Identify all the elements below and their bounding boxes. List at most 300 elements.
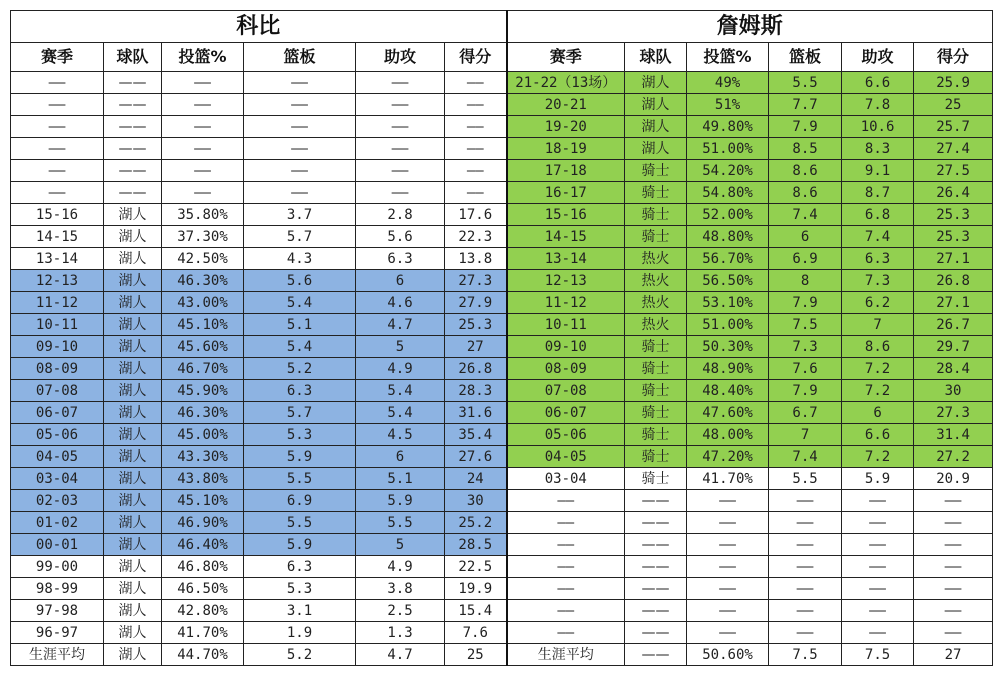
- kobe-assists-cell: 4.9: [356, 556, 445, 578]
- james-team-cell: 骑士: [625, 446, 687, 468]
- james-assists-cell: 8.3: [842, 138, 914, 160]
- kobe-points-cell: 15.4: [445, 600, 507, 622]
- james-season-cell: 15-16: [507, 204, 625, 226]
- kobe-season-cell: 04-05: [11, 446, 104, 468]
- kobe-rebounds-cell: ——: [244, 94, 356, 116]
- james-rebounds-cell: 5.5: [769, 72, 842, 94]
- kobe-assists-cell: 6.3: [356, 248, 445, 270]
- kobe-points-cell: 30: [445, 490, 507, 512]
- kobe-header-fg-pct: 投篮%: [162, 43, 244, 72]
- kobe-assists-cell: 3.8: [356, 578, 445, 600]
- james-team-cell: 骑士: [625, 358, 687, 380]
- james-points-cell: ——: [914, 600, 993, 622]
- james-points-cell: 27.4: [914, 138, 993, 160]
- james-fg-pct-cell: 50.60%: [687, 644, 769, 666]
- james-points-cell: 25.3: [914, 204, 993, 226]
- table-row: [11, 490, 993, 512]
- kobe-assists-cell: 4.6: [356, 292, 445, 314]
- james-points-cell: ——: [914, 512, 993, 534]
- kobe-rebounds-cell: 5.4: [244, 292, 356, 314]
- james-team-cell: 热火: [625, 270, 687, 292]
- kobe-fg-pct-cell: 43.00%: [162, 292, 244, 314]
- kobe-rebounds-cell: 5.9: [244, 534, 356, 556]
- kobe-fg-pct-cell: 46.90%: [162, 512, 244, 534]
- kobe-season-cell: 03-04: [11, 468, 104, 490]
- kobe-team-cell: 湖人: [104, 578, 162, 600]
- kobe-season-cell: 10-11: [11, 314, 104, 336]
- kobe-assists-cell: 5.6: [356, 226, 445, 248]
- james-season-cell: 12-13: [507, 270, 625, 292]
- james-fg-pct-cell: 52.00%: [687, 204, 769, 226]
- james-team-cell: 热火: [625, 248, 687, 270]
- kobe-points-cell: 28.3: [445, 380, 507, 402]
- kobe-season-cell: 00-01: [11, 534, 104, 556]
- kobe-fg-pct-cell: 46.30%: [162, 270, 244, 292]
- james-assists-cell: ——: [842, 578, 914, 600]
- kobe-assists-cell: 5.4: [356, 380, 445, 402]
- james-rebounds-cell: 6.7: [769, 402, 842, 424]
- james-points-cell: ——: [914, 556, 993, 578]
- kobe-rebounds-cell: ——: [244, 182, 356, 204]
- kobe-assists-cell: 6: [356, 446, 445, 468]
- kobe-season-cell: 02-03: [11, 490, 104, 512]
- james-assists-cell: 7.2: [842, 358, 914, 380]
- james-season-cell: ——: [507, 600, 625, 622]
- kobe-fg-pct-cell: ——: [162, 160, 244, 182]
- james-season-cell: 19-20: [507, 116, 625, 138]
- james-rebounds-cell: ——: [769, 556, 842, 578]
- kobe-fg-pct-cell: 44.70%: [162, 644, 244, 666]
- kobe-fg-pct-cell: 42.80%: [162, 600, 244, 622]
- kobe-team-cell: ——: [104, 160, 162, 182]
- james-rebounds-cell: 7.9: [769, 116, 842, 138]
- kobe-assists-cell: ——: [356, 160, 445, 182]
- james-season-cell: 18-19: [507, 138, 625, 160]
- kobe-points-cell: ——: [445, 138, 507, 160]
- kobe-rebounds-cell: ——: [244, 72, 356, 94]
- kobe-fg-pct-cell: 43.80%: [162, 468, 244, 490]
- kobe-season-cell: 97-98: [11, 600, 104, 622]
- james-fg-pct-cell: 49%: [687, 72, 769, 94]
- kobe-team-cell: 湖人: [104, 248, 162, 270]
- james-season-cell: 05-06: [507, 424, 625, 446]
- kobe-season-cell: 14-15: [11, 226, 104, 248]
- table-row: [11, 226, 993, 248]
- james-points-cell: 31.4: [914, 424, 993, 446]
- james-team-cell: 湖人: [625, 138, 687, 160]
- james-points-cell: 25.9: [914, 72, 993, 94]
- kobe-season-cell: 08-09: [11, 358, 104, 380]
- james-points-cell: 27.3: [914, 402, 993, 424]
- table-row: [11, 402, 993, 424]
- kobe-rebounds-cell: 5.6: [244, 270, 356, 292]
- james-rebounds-cell: ——: [769, 534, 842, 556]
- kobe-season-cell: 96-97: [11, 622, 104, 644]
- james-fg-pct-cell: 54.20%: [687, 160, 769, 182]
- james-rebounds-cell: 8.6: [769, 160, 842, 182]
- james-points-cell: 27.1: [914, 292, 993, 314]
- james-fg-pct-cell: ——: [687, 600, 769, 622]
- james-season-cell: 09-10: [507, 336, 625, 358]
- kobe-team-cell: 湖人: [104, 446, 162, 468]
- kobe-season-cell: 生涯平均: [11, 644, 104, 666]
- james-team-cell: ——: [625, 600, 687, 622]
- title-row: [11, 11, 993, 43]
- kobe-points-cell: 13.8: [445, 248, 507, 270]
- kobe-rebounds-cell: 5.4: [244, 336, 356, 358]
- james-season-cell: ——: [507, 512, 625, 534]
- kobe-assists-cell: 5: [356, 336, 445, 358]
- kobe-team-cell: 湖人: [104, 336, 162, 358]
- kobe-assists-cell: 5.5: [356, 512, 445, 534]
- james-rebounds-cell: 6: [769, 226, 842, 248]
- james-rebounds-cell: 8: [769, 270, 842, 292]
- james-fg-pct-cell: 47.20%: [687, 446, 769, 468]
- kobe-fg-pct-cell: 46.50%: [162, 578, 244, 600]
- kobe-assists-cell: 1.3: [356, 622, 445, 644]
- kobe-points-cell: 27.9: [445, 292, 507, 314]
- kobe-fg-pct-cell: 43.30%: [162, 446, 244, 468]
- kobe-fg-pct-cell: 46.80%: [162, 556, 244, 578]
- kobe-rebounds-cell: 3.1: [244, 600, 356, 622]
- kobe-assists-cell: 4.5: [356, 424, 445, 446]
- kobe-rebounds-cell: 5.7: [244, 402, 356, 424]
- kobe-assists-cell: 4.7: [356, 644, 445, 666]
- james-fg-pct-cell: 47.60%: [687, 402, 769, 424]
- james-rebounds-cell: ——: [769, 490, 842, 512]
- kobe-assists-cell: ——: [356, 138, 445, 160]
- kobe-fg-pct-cell: 37.30%: [162, 226, 244, 248]
- james-season-cell: 13-14: [507, 248, 625, 270]
- kobe-assists-cell: ——: [356, 182, 445, 204]
- kobe-rebounds-cell: 5.1: [244, 314, 356, 336]
- kobe-season-cell: 09-10: [11, 336, 104, 358]
- table-row: [11, 248, 993, 270]
- kobe-fg-pct-cell: 41.70%: [162, 622, 244, 644]
- kobe-points-cell: 25.2: [445, 512, 507, 534]
- table-row: [11, 644, 993, 666]
- james-points-cell: ——: [914, 490, 993, 512]
- james-assists-cell: 7.2: [842, 380, 914, 402]
- kobe-fg-pct-cell: 42.50%: [162, 248, 244, 270]
- kobe-points-cell: 17.6: [445, 204, 507, 226]
- table-row: [11, 358, 993, 380]
- kobe-header-season: 赛季: [11, 43, 104, 72]
- james-team-cell: 骑士: [625, 380, 687, 402]
- table-row: [11, 512, 993, 534]
- kobe-assists-cell: ——: [356, 116, 445, 138]
- table-row: [11, 314, 993, 336]
- james-fg-pct-cell: ——: [687, 512, 769, 534]
- kobe-team-cell: 湖人: [104, 292, 162, 314]
- kobe-assists-cell: 2.8: [356, 204, 445, 226]
- james-fg-pct-cell: 56.50%: [687, 270, 769, 292]
- james-fg-pct-cell: 53.10%: [687, 292, 769, 314]
- james-points-cell: 20.9: [914, 468, 993, 490]
- james-fg-pct-cell: 51%: [687, 94, 769, 116]
- james-team-cell: ——: [625, 512, 687, 534]
- james-points-cell: ——: [914, 622, 993, 644]
- james-season-cell: ——: [507, 556, 625, 578]
- kobe-header-rebounds: 篮板: [244, 43, 356, 72]
- kobe-team-cell: 湖人: [104, 556, 162, 578]
- james-rebounds-cell: 7.5: [769, 314, 842, 336]
- james-points-cell: 25: [914, 94, 993, 116]
- james-season-cell: 06-07: [507, 402, 625, 424]
- kobe-rebounds-cell: 5.7: [244, 226, 356, 248]
- kobe-team-cell: 湖人: [104, 270, 162, 292]
- james-team-cell: 热火: [625, 314, 687, 336]
- kobe-rebounds-cell: 5.3: [244, 578, 356, 600]
- kobe-team-cell: 湖人: [104, 644, 162, 666]
- kobe-season-cell: ——: [11, 160, 104, 182]
- james-header-fg-pct: 投篮%: [687, 43, 769, 72]
- kobe-season-cell: 05-06: [11, 424, 104, 446]
- kobe-fg-pct-cell: 45.10%: [162, 314, 244, 336]
- kobe-rebounds-cell: 5.2: [244, 644, 356, 666]
- james-fg-pct-cell: 50.30%: [687, 336, 769, 358]
- james-assists-cell: 7.8: [842, 94, 914, 116]
- kobe-assists-cell: 2.5: [356, 600, 445, 622]
- kobe-rebounds-cell: 5.9: [244, 446, 356, 468]
- james-season-cell: 11-12: [507, 292, 625, 314]
- james-team-cell: 湖人: [625, 94, 687, 116]
- james-team-cell: 骑士: [625, 182, 687, 204]
- james-assists-cell: 7.4: [842, 226, 914, 248]
- kobe-rebounds-cell: 5.2: [244, 358, 356, 380]
- kobe-fg-pct-cell: ——: [162, 182, 244, 204]
- james-assists-cell: 6.6: [842, 424, 914, 446]
- james-points-cell: 30: [914, 380, 993, 402]
- kobe-points-cell: 27.6: [445, 446, 507, 468]
- james-assists-cell: 6.2: [842, 292, 914, 314]
- james-team-cell: 湖人: [625, 72, 687, 94]
- kobe-team-cell: 湖人: [104, 358, 162, 380]
- table-row: [11, 94, 993, 116]
- kobe-rebounds-cell: 4.3: [244, 248, 356, 270]
- kobe-points-cell: 24: [445, 468, 507, 490]
- james-points-cell: 26.8: [914, 270, 993, 292]
- james-header-season: 赛季: [507, 43, 625, 72]
- kobe-assists-cell: 4.7: [356, 314, 445, 336]
- james-rebounds-cell: ——: [769, 512, 842, 534]
- kobe-team-cell: 湖人: [104, 600, 162, 622]
- james-assists-cell: 7.3: [842, 270, 914, 292]
- kobe-season-cell: 07-08: [11, 380, 104, 402]
- james-assists-cell: ——: [842, 490, 914, 512]
- kobe-rebounds-cell: 5.5: [244, 512, 356, 534]
- james-assists-cell: ——: [842, 622, 914, 644]
- table-row: [11, 270, 993, 292]
- james-points-cell: 27.5: [914, 160, 993, 182]
- james-fg-pct-cell: ——: [687, 534, 769, 556]
- james-team-cell: 骑士: [625, 226, 687, 248]
- kobe-team-cell: 湖人: [104, 314, 162, 336]
- table-row: [11, 336, 993, 358]
- comparison-table: [10, 10, 993, 666]
- james-assists-cell: 7.5: [842, 644, 914, 666]
- james-team-cell: 骑士: [625, 204, 687, 226]
- table-row: [11, 138, 993, 160]
- kobe-assists-cell: ——: [356, 94, 445, 116]
- james-rebounds-cell: 5.5: [769, 468, 842, 490]
- kobe-fg-pct-cell: 46.40%: [162, 534, 244, 556]
- kobe-fg-pct-cell: 45.00%: [162, 424, 244, 446]
- kobe-points-cell: 25.3: [445, 314, 507, 336]
- kobe-points-cell: 27.3: [445, 270, 507, 292]
- james-points-cell: 25.3: [914, 226, 993, 248]
- james-assists-cell: 8.6: [842, 336, 914, 358]
- kobe-header-team: 球队: [104, 43, 162, 72]
- james-rebounds-cell: 7.5: [769, 644, 842, 666]
- kobe-assists-cell: 5: [356, 534, 445, 556]
- kobe-rebounds-cell: 3.7: [244, 204, 356, 226]
- james-season-cell: 08-09: [507, 358, 625, 380]
- james-assists-cell: 6.8: [842, 204, 914, 226]
- kobe-assists-cell: 6: [356, 270, 445, 292]
- james-rebounds-cell: ——: [769, 622, 842, 644]
- james-header-assists: 助攻: [842, 43, 914, 72]
- james-assists-cell: 6.3: [842, 248, 914, 270]
- james-rebounds-cell: 6.9: [769, 248, 842, 270]
- james-header-team: 球队: [625, 43, 687, 72]
- james-fg-pct-cell: ——: [687, 578, 769, 600]
- james-fg-pct-cell: 48.40%: [687, 380, 769, 402]
- james-team-cell: 骑士: [625, 160, 687, 182]
- james-header-points: 得分: [914, 43, 993, 72]
- james-assists-cell: 10.6: [842, 116, 914, 138]
- james-rebounds-cell: 7.7: [769, 94, 842, 116]
- james-assists-cell: 6: [842, 402, 914, 424]
- james-season-cell: ——: [507, 578, 625, 600]
- james-team-cell: 骑士: [625, 468, 687, 490]
- james-season-cell: ——: [507, 622, 625, 644]
- james-rebounds-cell: ——: [769, 578, 842, 600]
- james-assists-cell: 7: [842, 314, 914, 336]
- james-season-cell: ——: [507, 534, 625, 556]
- james-fg-pct-cell: ——: [687, 622, 769, 644]
- james-team-cell: 热火: [625, 292, 687, 314]
- kobe-assists-cell: 5.4: [356, 402, 445, 424]
- james-fg-pct-cell: 49.80%: [687, 116, 769, 138]
- james-team-cell: 湖人: [625, 116, 687, 138]
- james-points-cell: 25.7: [914, 116, 993, 138]
- kobe-points-cell: 7.6: [445, 622, 507, 644]
- kobe-team-cell: 湖人: [104, 204, 162, 226]
- table-row: [11, 72, 993, 94]
- kobe-points-cell: 31.6: [445, 402, 507, 424]
- james-header-rebounds: 篮板: [769, 43, 842, 72]
- james-fg-pct-cell: 51.00%: [687, 138, 769, 160]
- james-points-cell: 27: [914, 644, 993, 666]
- james-team-cell: ——: [625, 578, 687, 600]
- kobe-points-cell: 22.3: [445, 226, 507, 248]
- kobe-season-cell: 01-02: [11, 512, 104, 534]
- kobe-rebounds-cell: ——: [244, 138, 356, 160]
- james-assists-cell: 5.9: [842, 468, 914, 490]
- james-points-cell: ——: [914, 534, 993, 556]
- kobe-points-cell: 22.5: [445, 556, 507, 578]
- kobe-team-cell: ——: [104, 116, 162, 138]
- kobe-fg-pct-cell: ——: [162, 94, 244, 116]
- james-assists-cell: 8.7: [842, 182, 914, 204]
- james-team-cell: ——: [625, 644, 687, 666]
- james-fg-pct-cell: 56.70%: [687, 248, 769, 270]
- kobe-fg-pct-cell: 46.30%: [162, 402, 244, 424]
- james-points-cell: 27.1: [914, 248, 993, 270]
- table-row: [11, 468, 993, 490]
- kobe-points-cell: ——: [445, 72, 507, 94]
- kobe-season-cell: ——: [11, 72, 104, 94]
- kobe-rebounds-cell: ——: [244, 116, 356, 138]
- kobe-fg-pct-cell: ——: [162, 116, 244, 138]
- table-row: [11, 204, 993, 226]
- james-fg-pct-cell: ——: [687, 490, 769, 512]
- table-row: [11, 160, 993, 182]
- kobe-season-cell: 98-99: [11, 578, 104, 600]
- kobe-team-cell: 湖人: [104, 512, 162, 534]
- james-rebounds-cell: 7.9: [769, 380, 842, 402]
- kobe-header-points: 得分: [445, 43, 507, 72]
- kobe-team-cell: 湖人: [104, 534, 162, 556]
- james-assists-cell: ——: [842, 600, 914, 622]
- james-season-cell: 20-21: [507, 94, 625, 116]
- kobe-points-cell: 26.8: [445, 358, 507, 380]
- kobe-fg-pct-cell: ——: [162, 138, 244, 160]
- kobe-assists-cell: 4.9: [356, 358, 445, 380]
- table-row: [11, 182, 993, 204]
- kobe-fg-pct-cell: 35.80%: [162, 204, 244, 226]
- james-team-cell: ——: [625, 534, 687, 556]
- kobe-season-cell: ——: [11, 138, 104, 160]
- kobe-fg-pct-cell: 45.60%: [162, 336, 244, 358]
- kobe-rebounds-cell: 6.3: [244, 556, 356, 578]
- james-fg-pct-cell: 48.90%: [687, 358, 769, 380]
- kobe-team-cell: 湖人: [104, 380, 162, 402]
- james-rebounds-cell: 8.5: [769, 138, 842, 160]
- kobe-team-cell: 湖人: [104, 490, 162, 512]
- kobe-team-cell: 湖人: [104, 622, 162, 644]
- table-row: [11, 424, 993, 446]
- kobe-rebounds-cell: 5.3: [244, 424, 356, 446]
- kobe-assists-cell: 5.1: [356, 468, 445, 490]
- kobe-season-cell: 12-13: [11, 270, 104, 292]
- kobe-rebounds-cell: 5.5: [244, 468, 356, 490]
- james-assists-cell: 7.2: [842, 446, 914, 468]
- james-team-cell: 骑士: [625, 424, 687, 446]
- james-rebounds-cell: 7.4: [769, 204, 842, 226]
- james-rebounds-cell: 7: [769, 424, 842, 446]
- kobe-points-cell: ——: [445, 116, 507, 138]
- james-rebounds-cell: 8.6: [769, 182, 842, 204]
- james-assists-cell: 6.6: [842, 72, 914, 94]
- james-season-cell: 03-04: [507, 468, 625, 490]
- james-assists-cell: ——: [842, 534, 914, 556]
- james-fg-pct-cell: 41.70%: [687, 468, 769, 490]
- james-season-cell: 17-18: [507, 160, 625, 182]
- james-season-cell: 生涯平均: [507, 644, 625, 666]
- kobe-rebounds-cell: 6.9: [244, 490, 356, 512]
- kobe-team-cell: 湖人: [104, 402, 162, 424]
- kobe-title: 科比: [11, 11, 507, 43]
- james-fg-pct-cell: 48.00%: [687, 424, 769, 446]
- kobe-rebounds-cell: 1.9: [244, 622, 356, 644]
- kobe-points-cell: ——: [445, 160, 507, 182]
- kobe-team-cell: 湖人: [104, 226, 162, 248]
- table-row: [11, 622, 993, 644]
- kobe-season-cell: 15-16: [11, 204, 104, 226]
- kobe-season-cell: ——: [11, 182, 104, 204]
